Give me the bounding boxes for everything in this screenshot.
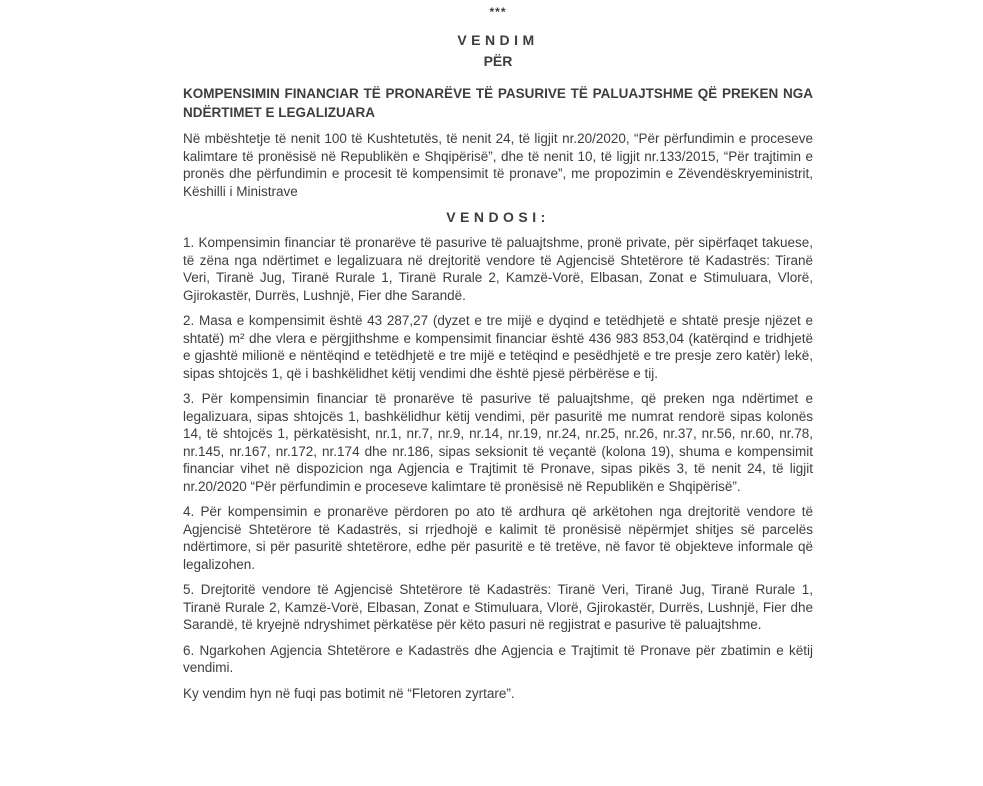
decision-point-6: 6. Ngarkohen Agjencia Shtetërore e Kadastrës dhe Agjencia e Trajtimit të Pronave për zbatimin e këtij vendimi. — [183, 642, 813, 675]
document-heading: KOMPENSIMIN FINANCIAR TË PRONARËVE TË PASURIVE TË PALUAJTSHME QË PREKEN NGA NDËRTIMET E LEGALIZUARA — [183, 86, 813, 120]
decision-point-4: 4. Për kompensimin e pronarëve përdoren po ato të ardhura që arkëtohen nga drejtoritë vendore të Agjencisë Shtetërore të Kadastrës, si rrjedhojë e kalimit të pronësisë nëpërmjet shitjes së parcelës ndërtimore, si për pasuritë shtetërore, edhe për pasuritë e të tretëve, në favor të objekteve informale që legalizohen. — [183, 504, 813, 572]
decision-point-3: 3. Për kompensimin financiar të pronarëve të pasurive të paluajtshme, që preken nga ndërtimet e legalizuara, sipas shtojcës 1, bashkëlidhur këtij vendimi, për pasuritë me numrat rendorë sipas kolonës 14, të shtojcës 1, përkatësisht, nr.1, nr.7, nr.9, nr.14, nr.19, nr.24, nr.25, nr.26, nr.37, nr.56, nr.60, nr.78, nr.145, nr.167, nr.172, nr.174 dhe nr.186, sipas seksionit të veçantë (kolona 19), shuma e kompensimit financiar vihet në dispozicion nga Agjencia e Trajtimit të Pronave, sipas pikës 3, të nenit 24, të ligjit nr.20/2020 “Për përfundimin e proceseve kalimtare të pronësisë në Republikën e Shqipërisë”. — [183, 391, 813, 494]
decision-point-5: 5. Drejtoritë vendore të Agjencisë Shtetërore të Kadastrës: Tiranë Veri, Tiranë Jug, Tiranë Rurale 1, Tiranë Rurale 2, Kamzë-Vorë, Elbasan, Zonat e Stimuluara, Vlorë, Gjirokastër, Durrës, Lushnjë, Fier dhe Sarandë, të kryejnë ndryshimet përkatëse për këto pasuri në regjistrat e pasurive të paluajtshme. — [183, 582, 813, 632]
star-divider: *** — [489, 5, 507, 19]
closing-line: Ky vendim hyn në fuqi pas botimit në “Fletoren zyrtare”. — [183, 685, 515, 701]
decision-point-2: 2. Masa e kompensimit është 43 287,27 (dyzet e tre mijë e dyqind e tetëdhjetë e shtatë presje njëzet e shtatë) m² dhe vlera e përgjithshme e kompensimit financiar është 436 983 853,04 (katërqind e tridhjetë e gjashtë milionë e nëntëqind e tetëdhjetë e tre mijë e tetëqind e pesëdhjetë e tre presje zero katër) lekë, sipas shtojcës 1, që i bashkëlidhet këtij vendimi dhe është pjesë përbërëse e tij. — [183, 313, 813, 381]
decree-label: VENDOSI: — [446, 209, 550, 225]
document-title: VENDIM — [457, 32, 539, 48]
decision-document — [183, 0, 813, 702]
document-subtitle: PËR — [483, 53, 513, 69]
decision-point-1: 1. Kompensimin financiar të pronarëve të pasurive të paluajtshme, pronë private, për sipërfaqet takuese, të zëna nga ndërtimet e legalizuara në drejtoritë vendore të Agjencisë Shtetërore të Kadastrës: Tiranë Veri, Tiranë Jug, Tiranë Rurale 1, Tiranë Rurale 2, Kamzë-Vorë, Elbasan, Zonat e Stimuluara, Vlorë, Gjirokastër, Durrës, Lushnjë, Fier dhe Sarandë. — [183, 235, 813, 303]
preamble-paragraph: Në mbështetje të nenit 100 të Kushtetutës, të nenit 24, të ligjit nr.20/2020, “Për përfundimin e proceseve kalimtare të pronësisë në Republikën e Shqipërisë”, dhe të nenit 10, të ligjit nr.133/2015, “Për trajtimin e pronës dhe përfundimin e procesit të kompensimit të pronave”, me propozimin e Zëvendëskryeministrit, Këshilli i Ministrave — [183, 131, 813, 199]
